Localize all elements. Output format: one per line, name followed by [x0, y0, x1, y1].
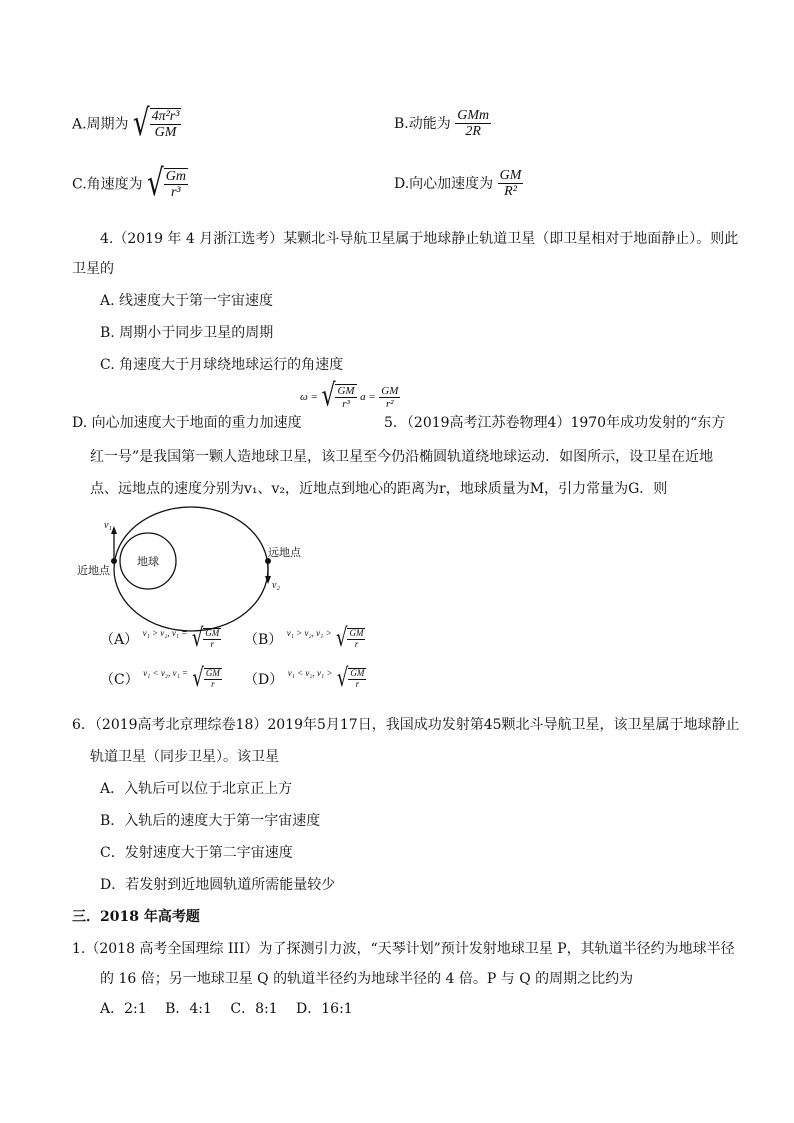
q4-option-c: C. 角速度大于月球绕地球运行的角速度: [100, 357, 344, 373]
q6-stem-line2: 轨道卫星（同步卫星）。该卫星: [90, 749, 279, 765]
q6-option-a: A．入轨后可以位于北京正上方: [100, 781, 293, 797]
q5-stem-line3: 点、远地点的速度分别为v₁、v₂，近地点到地心的距离为r，地球质量为M，引力常量为G．则: [90, 481, 668, 497]
perigee-label: 近地点: [77, 564, 110, 577]
q3-option-d-frac: $\frac{GM}{\text{R²}}$: [499, 168, 522, 200]
q6-option-d: D．若发射到近地圆轨道所需能量较少: [100, 877, 336, 893]
q5-option-a: （A） $^{v_1 > v_2, v_1 =}$ √ $\frac{GM}{r}$: [100, 623, 220, 653]
q3-option-c-sqrt: √ $\frac{Gm}{\text{r³}}$: [147, 163, 186, 206]
q5-option-d: （D） $^{v_1 < v_2, v_1 >}$ √ $\frac{GM}{r}$: [244, 663, 365, 693]
v1-label: v₁: [104, 520, 112, 531]
q3-option-c: [72, 163, 188, 206]
perigee-dot: [111, 558, 117, 564]
q2018-1-stem-line1: 1.（2018 高考全国理综 III）为了探测引力波，“天琴计划”预计发射地球卫星 P，其轨道半径约为地球半径: [72, 941, 735, 957]
q4-formula: ω = √ $\frac{GM}{\text{r³}}$ a = $\frac{GM}{\text{r²}}$: [300, 378, 399, 414]
q2018-1-stem-line2: 的 16 倍；另一地球卫星 Q 的轨道半径约为地球半径的 4 倍。P 与 Q 的周期之比约为: [100, 971, 634, 987]
q4-option-d: D. 向心加速度大于地面的重力加速度: [72, 415, 302, 431]
q2018-1-options: A．2:1 B．4:1 C．8:1 D．16:1: [100, 1001, 353, 1017]
q5-option-c: （C） $^{v_1 < v_2, v_1 =}$ √ $\frac{GM}{r}$: [100, 663, 220, 693]
q3-option-b-frac: $\frac{\text{GMm}}{2R}$: [457, 108, 490, 140]
q3-option-d: [394, 168, 523, 200]
q5-stem-line2: 红一号”是我国第一颗人造地球卫星，该卫星至今仍沿椭圆轨道绕地球运动．如图所示，设卫星在近地: [90, 449, 714, 465]
q3-option-a-label: A.周期为: [72, 116, 129, 133]
earth-label: 地球: [137, 555, 159, 568]
orbit-ellipse: [114, 507, 268, 631]
q3-option-b-label: B.动能为: [394, 115, 451, 132]
q3-option-a-sqrt: √ $\frac{\text{4π²r³}}{GM}$: [133, 103, 180, 146]
q5-stem-line1: 5．（2019高考江苏卷物理4）1970年成功发射的“东方: [384, 415, 726, 431]
q3-option-d-label: D.向心加速度为: [394, 175, 494, 192]
q6-stem-line1: 6．（2019高考北京理综卷18）2019年5月17日，我国成功发射第45颗北斗导航卫星，该卫星属于地球静止: [72, 717, 740, 733]
q5-option-b: （B） $^{v_1 > v_2, v_1 >}$ √ $\frac{GM}{r}$: [244, 623, 364, 653]
q6-option-b: B．入轨后的速度大于第一宇宙速度: [100, 813, 321, 829]
q6-option-c: C．发射速度大于第二宇宙速度: [100, 845, 293, 861]
q3-option-a: [72, 103, 181, 146]
q3-option-b: [394, 108, 491, 140]
q3-option-c-label: C.角速度为: [72, 176, 143, 193]
q4-stem-line1: 4.（2019 年 4 月浙江选考）某颗北斗导航卫星属于地球静止轨道卫星（即卫星相对于地面静止）。则此: [100, 231, 739, 247]
q4-stem-line2: 卫星的: [72, 261, 114, 277]
q4-option-b: B. 周期小于同步卫星的周期: [100, 325, 274, 341]
apogee-label: 远地点: [268, 546, 301, 559]
v2-label: v₂: [272, 580, 280, 591]
section-heading: 三．2018 年高考题: [72, 909, 200, 925]
q4-option-a: A. 线速度大于第一宇宙速度: [100, 293, 274, 309]
